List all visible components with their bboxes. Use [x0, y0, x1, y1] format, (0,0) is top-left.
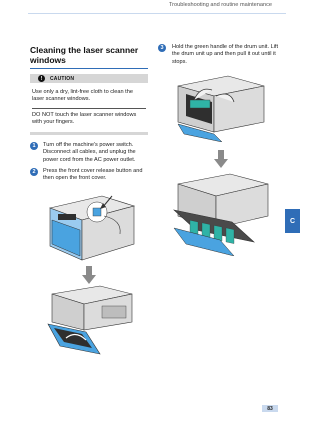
section-title-rule [30, 68, 148, 69]
chapter-tab: C [285, 209, 300, 233]
page-number: 83 [262, 405, 278, 412]
step-3-text: Hold the green handle of the drum unit. Lift the drum unit up and then pull it out until it stops. [172, 44, 279, 65]
caution-separator [32, 108, 146, 109]
step-2-text: Press the front cover release button and then open the front cover. [43, 168, 143, 182]
caution-text-2: DO NOT touch the laser scanner windows with your fingers. [32, 112, 137, 126]
drum-lift-illustration [172, 72, 272, 142]
section-title: Cleaning the laser scanner windows [30, 45, 139, 66]
step-1-badge: 1 [30, 142, 38, 150]
step-1-text: Turn off the machine's power switch. Disconnect all cables, and unplug the power cord from the AC power outlet. [43, 142, 136, 163]
caution-bar [30, 74, 148, 83]
down-arrow-icon [82, 266, 96, 284]
header-rule [28, 13, 286, 14]
printer-front-cover-illustration [42, 190, 142, 264]
caution-icon: ! [38, 75, 45, 82]
step-2-badge: 2 [30, 168, 38, 176]
drum-pulled-out-illustration [170, 172, 280, 256]
caution-label: CAUTION [50, 75, 75, 82]
down-arrow-icon [214, 150, 228, 168]
running-header: Troubleshooting and routine maintenance [168, 2, 272, 8]
printer-open-cover-illustration [42, 284, 142, 356]
caution-end-bar [30, 132, 148, 135]
step-3-badge: 3 [158, 44, 166, 52]
caution-text-1: Use only a dry, lint-free cloth to clean the laser scanner windows. [32, 89, 133, 103]
